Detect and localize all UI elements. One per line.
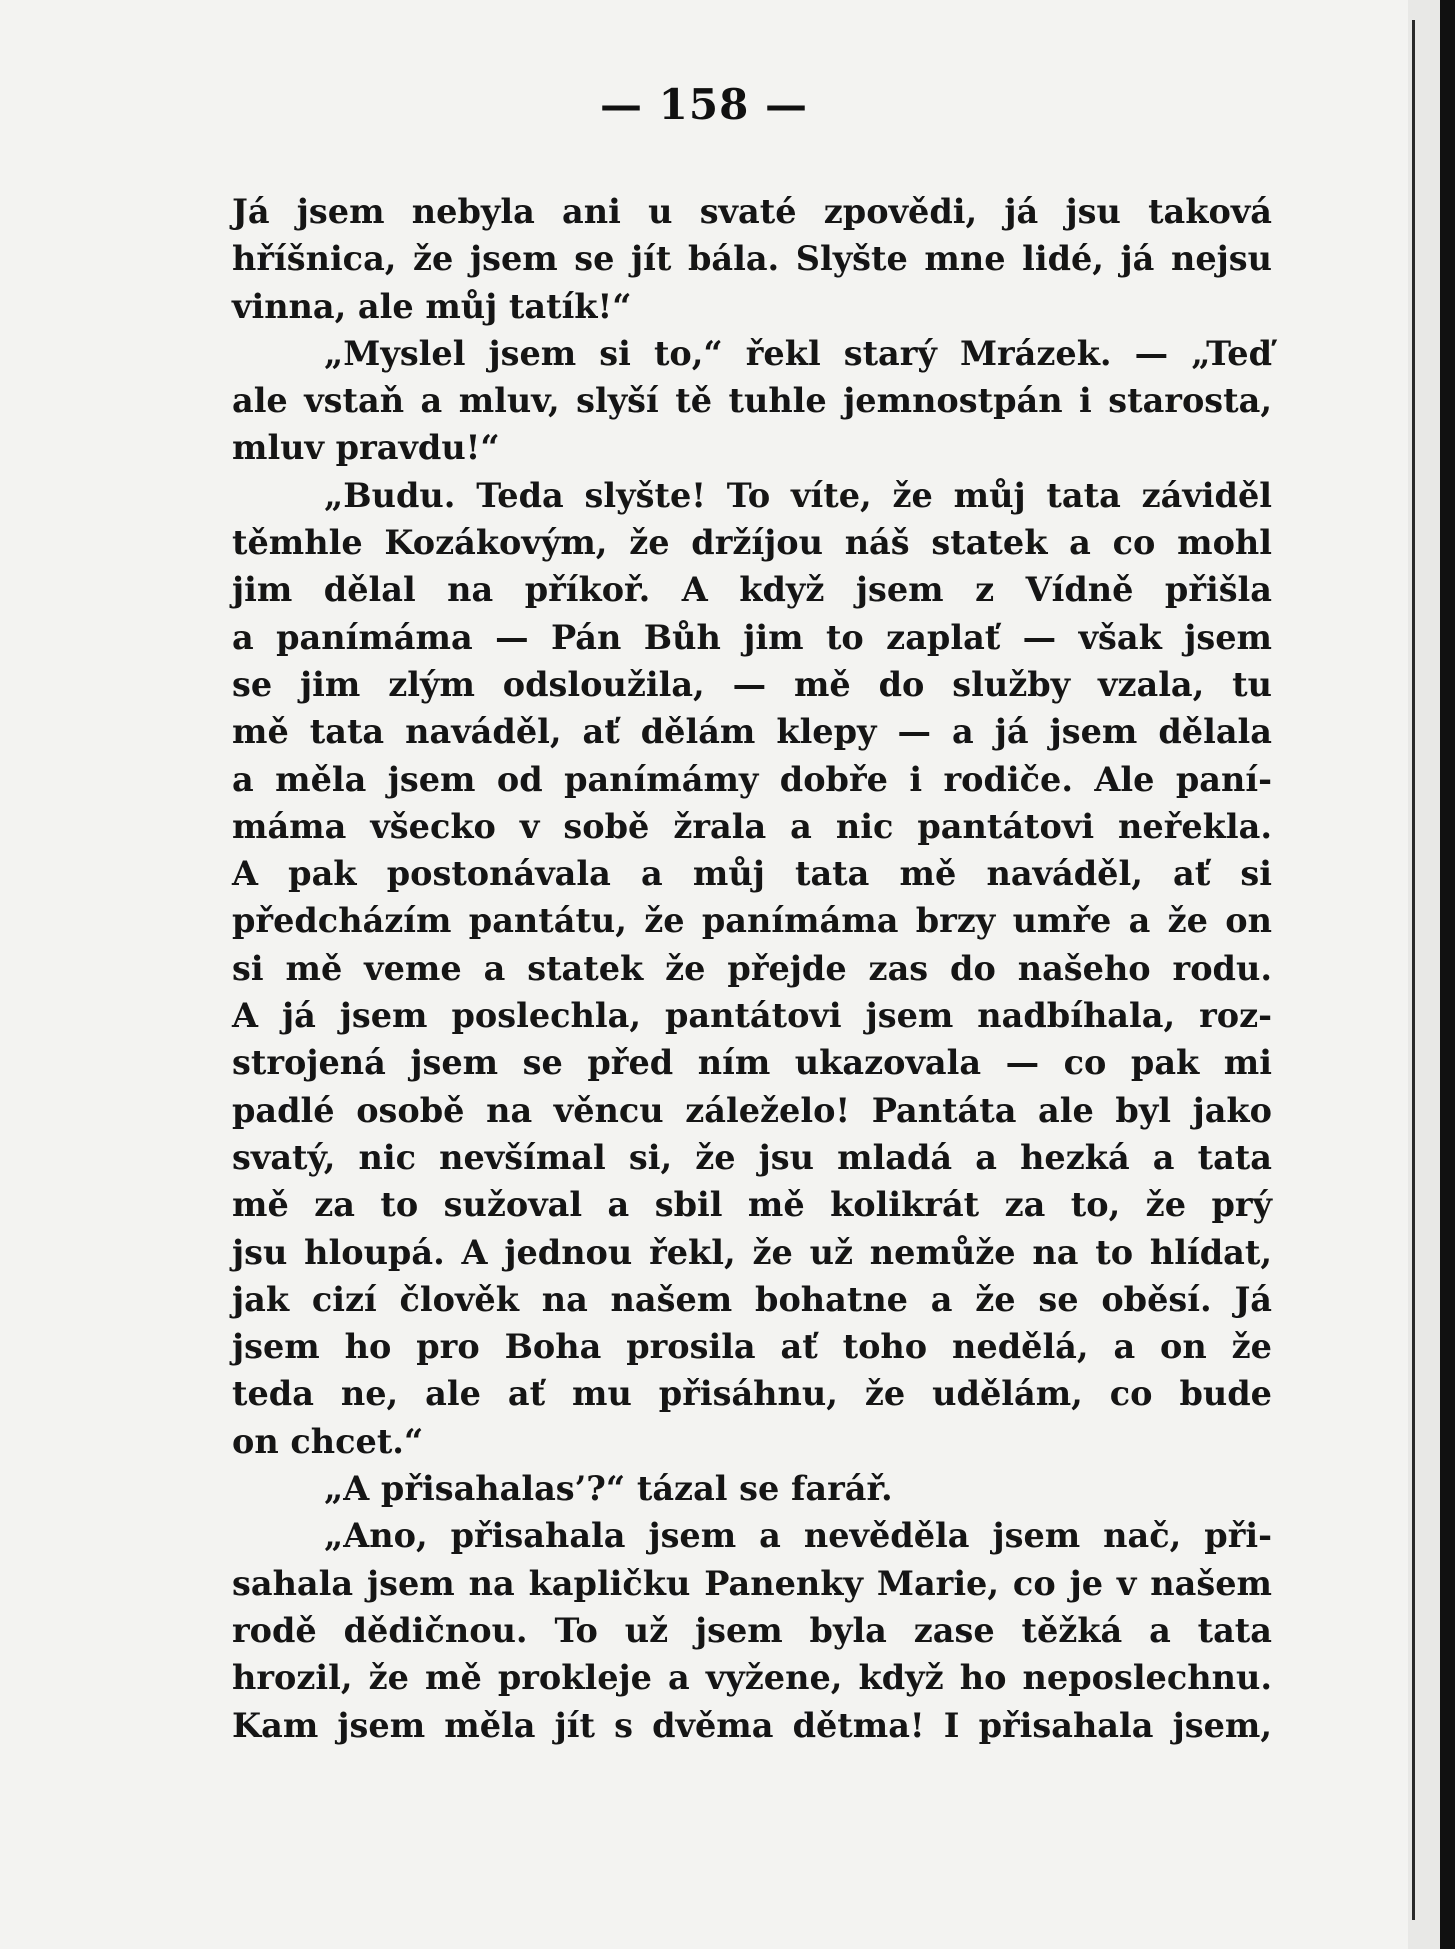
text-line: rodě dědičnou. To už jsem byla zase těžká a tata <box>232 1610 1272 1650</box>
text-line: A já jsem poslechla, pantátovi jsem nadbíhala, roz- <box>232 996 1272 1036</box>
page-number: — 158 — <box>600 80 808 129</box>
text-line: si mě veme a statek že přejde zas do našeho rodu. <box>232 948 1272 988</box>
text-line: „Myslel jsem si to,“ řekl starý Mrázek. — „Teď <box>324 333 1272 373</box>
text-line: padlé osobě na věncu záleželo! Pantáta ale byl jako <box>232 1090 1272 1130</box>
text-line: „Ano, přisahala jsem a nevěděla jsem nač, při- <box>324 1516 1272 1556</box>
text-line: jim dělal na příkoř. A když jsem z Vídně přišla <box>232 570 1272 610</box>
text-line: jsem ho pro Boha prosila ať toho nedělá, a on že <box>232 1327 1272 1367</box>
text-line: A pak postonávala a můj tata mě naváděl, ať si <box>232 854 1272 894</box>
body-text <box>232 188 1272 1749</box>
text-line: vinna, ale můj tatík!“ <box>232 286 632 326</box>
text-line: svatý, nic nevšímal si, že jsu mladá a hezká a tata <box>232 1137 1272 1177</box>
text-line: a panímáma — Pán Bůh jim to zaplať — však jsem <box>232 617 1272 657</box>
text-line: máma všecko v sobě žrala a nic pantátovi neřekla. <box>232 806 1272 846</box>
text-line: hrozil, že mě prokleje a vyžene, když ho neposlechnu. <box>232 1658 1272 1698</box>
text-line: předcházím pantátu, že panímáma brzy umře a že on <box>232 901 1272 941</box>
text-line: jsu hloupá. A jednou řekl, že už nemůže na to hlídat, <box>232 1232 1272 1272</box>
text-line: „A přisahalas’?“ tázal se farář. <box>324 1469 893 1509</box>
text-line: sahala jsem na kapličku Panenky Marie, co je v našem <box>232 1563 1272 1603</box>
text-line: Kam jsem měla jít s dvěma dětma! I přisahala jsem, <box>232 1705 1272 1745</box>
text-line: těmhle Kozákovým, že držíjou náš statek a co mohl <box>232 523 1272 563</box>
text-line: ale vstaň a mluv, slyší tě tuhle jemnostpán i starosta, <box>232 381 1272 421</box>
text-line: se jim zlým odsloužila, — mě do služby vzala, tu <box>232 664 1272 704</box>
text-line: on chcet.“ <box>232 1421 424 1461</box>
page-edge-line <box>1412 20 1415 1920</box>
text-line: mě za to sužoval a sbil mě kolikrát za to, že prý <box>232 1185 1272 1225</box>
text-line: mluv pravdu!“ <box>232 428 500 468</box>
scan-border <box>1440 0 1455 1949</box>
text-line: Já jsem nebyla ani u svaté zpovědi, já jsu taková <box>232 192 1272 231</box>
text-line: strojená jsem se před ním ukazovala — co pak mi <box>232 1043 1272 1083</box>
text-line: hříšnica, že jsem se jít bála. Slyšte mne lidé, já nejsu <box>232 239 1272 279</box>
text-line: „Budu. Teda slyšte! To víte, že můj tata záviděl <box>324 475 1272 515</box>
text-line: teda ne, ale ať mu přisáhnu, že udělám, co bude <box>232 1374 1272 1414</box>
text-line: a měla jsem od panímámy dobře i rodiče. Ale paní- <box>232 759 1272 799</box>
text-line: jak cizí člověk na našem bohatne a že se oběsí. Já <box>232 1279 1272 1319</box>
text-line: mě tata naváděl, ať dělám klepy — a já jsem dělala <box>232 712 1272 752</box>
